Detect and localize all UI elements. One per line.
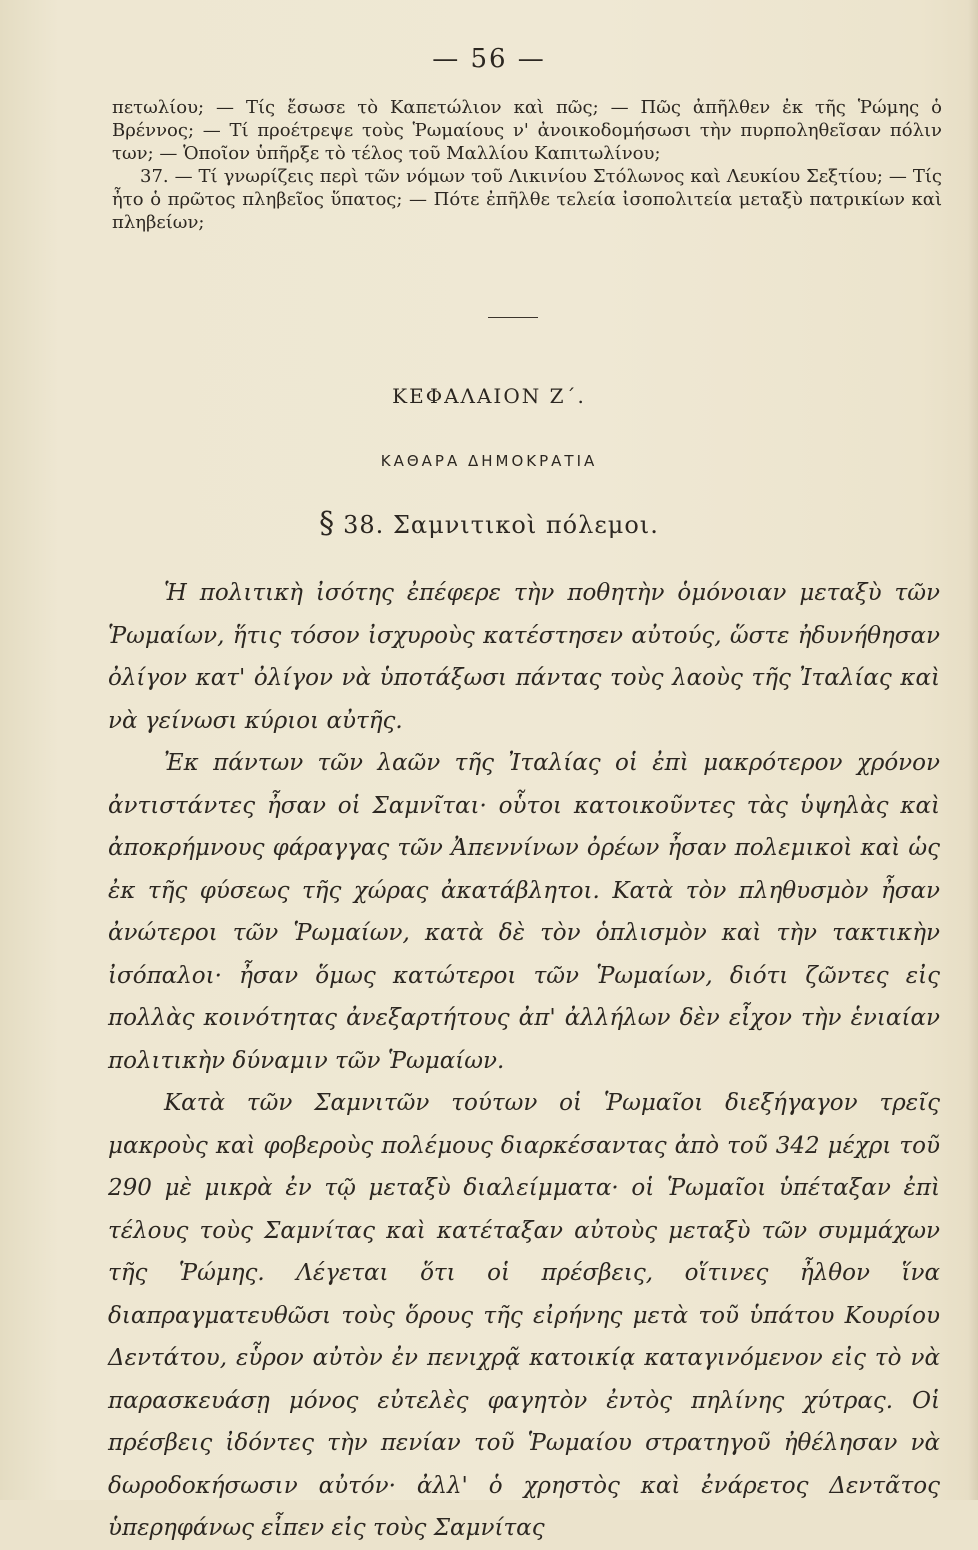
question-block: πετωλίου; — Τίς ἔσωσε τὸ Καπετώλιον καὶ πῶς; — Πῶς ἀπῆλθεν ἐκ τῆς Ῥώμης ὁ Βρέννος; — Τί προέτρεψε τοὺς Ῥωμαίους ν' ἀνοικοδομήσωσι τὴν πυρποληθεῖσαν πόλιν των; — Ὁποῖον ὑπῆρξε τὸ τέλος τοῦ Μαλλίου Καπιτωλίνου; (112, 97, 942, 164)
paragraph: Ἡ πολιτικὴ ἰσότης ἐπέφερε τὴν ποθητὴν ὁμόνοιαν μεταξὺ τῶν Ῥωμαίων, ἥτις τόσον ἰσχυροὺς κατέστησεν αὐτούς, ὥστε ἠδυνήθησαν ὀλίγον κατ' ὀλίγον νὰ ὑποτάξωσι πάντας τοὺς λαοὺς τῆς Ἰταλίας καὶ νὰ γείνωσι κύριοι αὐτῆς. (108, 580, 940, 734)
separator-rule (488, 317, 538, 318)
section-sign: § (319, 506, 336, 541)
paragraph: Κατὰ τῶν Σαμνιτῶν τούτων οἱ Ῥωμαῖοι διεξήγαγον τρεῖς μακροὺς καὶ φοβεροὺς πολέμους διαρκέσαντας ἀπὸ τοῦ 342 μέχρι τοῦ 290 μὲ μικρὰ ἐν τῷ μεταξὺ διαλείμματα· οἱ Ῥωμαῖοι ὑπέταξαν ἐπὶ τέλους τοὺς Σαμνίτας καὶ κατέταξαν αὐτοὺς μεταξὺ τῶν συμμάχων τῆς Ῥώμης. Λέγεται ὅτι οἱ πρέσβεις, οἵτινες ἦλθον ἵνα διαπραγματευθῶσι τοὺς ὅρους τῆς εἰρήνης μετὰ τοῦ ὑπάτου Κουρίου Δεντάτου, εὗρον αὐτὸν ἐν πενιχρᾷ κατοικίᾳ καταγινόμενον εἰς τὸ νὰ παρασκευάσῃ μόνος εὐτελὲς φαγητὸν ἐντὸς πηλίνης χύτρας. Οἱ πρέσβεις ἰδόντες τὴν πενίαν τοῦ Ῥωμαίου στρατηγοῦ ἠθέλησαν νὰ δωροδοκήσωσιν αὐτόν· ἀλλ' ὁ χρηστὸς καὶ ἐνάρετος Δεντᾶτος ὑπερηφάνως εἶπεν εἰς τοὺς Σαμνίτας (108, 1090, 940, 1541)
review-questions (112, 96, 942, 234)
body-text (108, 572, 940, 1550)
section-heading (0, 506, 978, 541)
page-edge-shadow (968, 0, 978, 1500)
question-block: 37. — Τί γνωρίζεις περὶ τῶν νόμων τοῦ Λικινίου Στόλωνος καὶ Λευκίου Σεξτίου; — Τίς ἦτο ὁ πρῶτος πληβεῖος ὕπατος; — Πότε ἐπῆλθε τελεία ἰσοπολιτεία μεταξὺ πατρικίων καὶ πληβείων; (112, 166, 942, 233)
page-number: — 56 — (432, 44, 546, 74)
chapter-subtitle: ΚΑΘΑΡΑ ΔΗΜΟΚΡΑΤΙΑ (380, 452, 598, 470)
section-title: 38. Σαμνιτικοὶ πόλεμοι. (343, 511, 659, 539)
paragraph: Ἐκ πάντων τῶν λαῶν τῆς Ἰταλίας οἱ ἐπὶ μακρότερον χρόνον ἀντιστάντες ἦσαν οἱ Σαμνῖται· οὗτοι κατοικοῦντες τὰς ὑψηλὰς καὶ ἀποκρήμνους φάραγγας τῶν Ἀπεννίνων ὀρέων ἦσαν πολεμικοὶ καὶ ὡς ἐκ τῆς φύσεως τῆς χώρας ἀκατάβλητοι. Κατὰ τὸν πληθυσμὸν ἦσαν ἀνώτεροι τῶν Ῥωμαίων, κατὰ δὲ τὸν ὁπλισμὸν καὶ τὴν τακτικὴν ἰσόπαλοι· ἦσαν ὅμως κατώτεροι τῶν Ῥωμαίων, διότι ζῶντες εἰς πολλὰς κοινότητας ἀνεξαρτήτους ἀπ' ἀλλήλων δὲν εἶχον τὴν ἑνιαίαν πολιτικὴν δύναμιν τῶν Ῥωμαίων. (108, 750, 940, 1074)
chapter-title: ΚΕΦΑΛΑΙΟΝ Ζ΄. (392, 384, 586, 408)
